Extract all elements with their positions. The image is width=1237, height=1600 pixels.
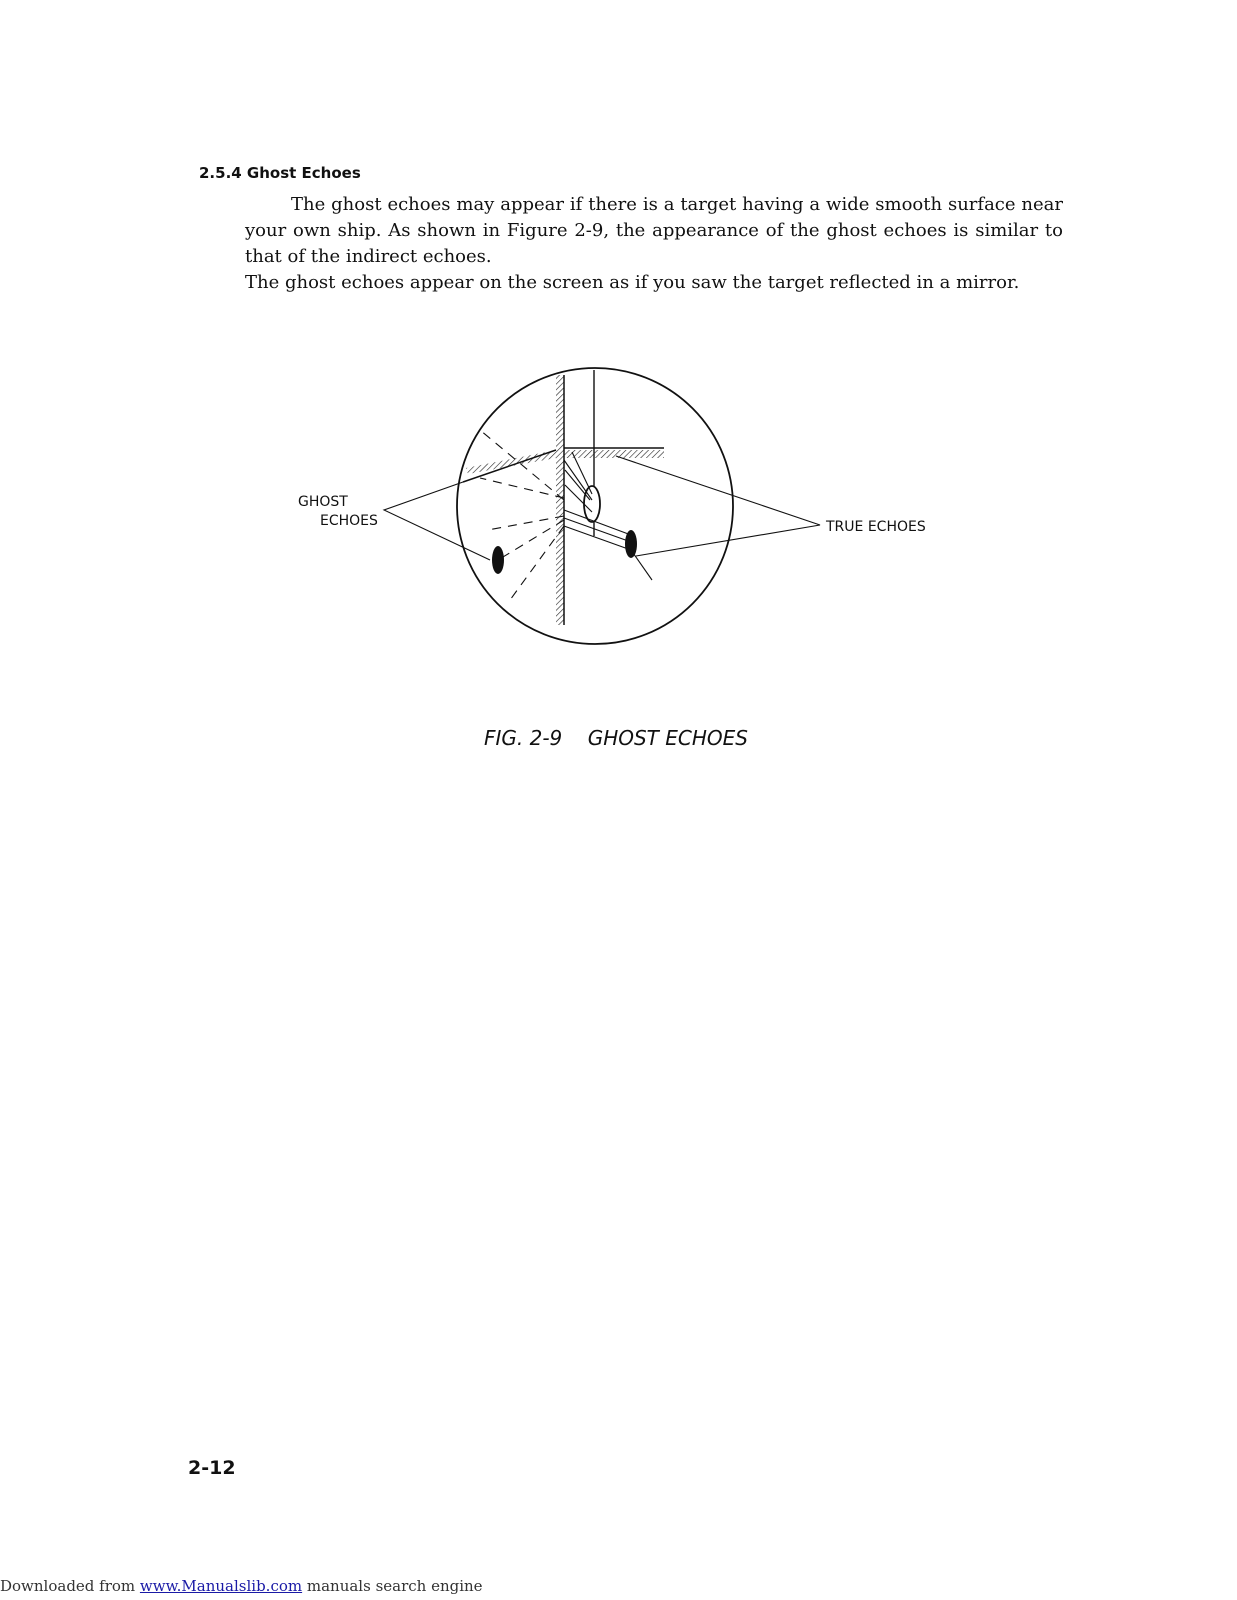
body-text	[245, 192, 1063, 296]
download-footer	[0, 1577, 483, 1595]
true-echoes-label: TRUE ECHOES	[826, 519, 926, 535]
reflecting-wall	[556, 375, 564, 625]
manualslib-link[interactable]: www.Manualslib.com	[139, 1577, 303, 1595]
ghost-echoes-leader	[384, 482, 490, 560]
true-target-structure	[564, 450, 664, 458]
footer-suffix: manuals search engine	[302, 1577, 483, 1595]
ghost-echoes-figure	[280, 360, 960, 664]
true-echo-far	[625, 530, 637, 558]
ghost-echo	[492, 546, 504, 574]
section-heading: 2.5.4 Ghost Echoes	[199, 164, 361, 182]
true-echoes-leader	[616, 456, 820, 556]
ghost-structure	[466, 450, 556, 474]
ghost-echoes-label-line1: GHOST	[298, 494, 348, 510]
figure-caption: FIG. 2-9 GHOST ECHOES	[484, 726, 748, 750]
footer-prefix: Downloaded from	[0, 1577, 140, 1595]
page-number: 2-12	[188, 1457, 236, 1479]
paragraph: The ghost echoes may appear if there is a target having a wide smooth surface near your own ship. As shown in Figure 2-9, the appearance of the ghost echoes is similar to that of the indirect echoes.	[245, 194, 1063, 267]
ghost-echoes-diagram	[280, 360, 960, 660]
ghost-echoes-label-line2: ECHOES	[320, 513, 378, 529]
paragraph: The ghost echoes appear on the screen as if you saw the target reflected in a mirror.	[245, 272, 1020, 293]
